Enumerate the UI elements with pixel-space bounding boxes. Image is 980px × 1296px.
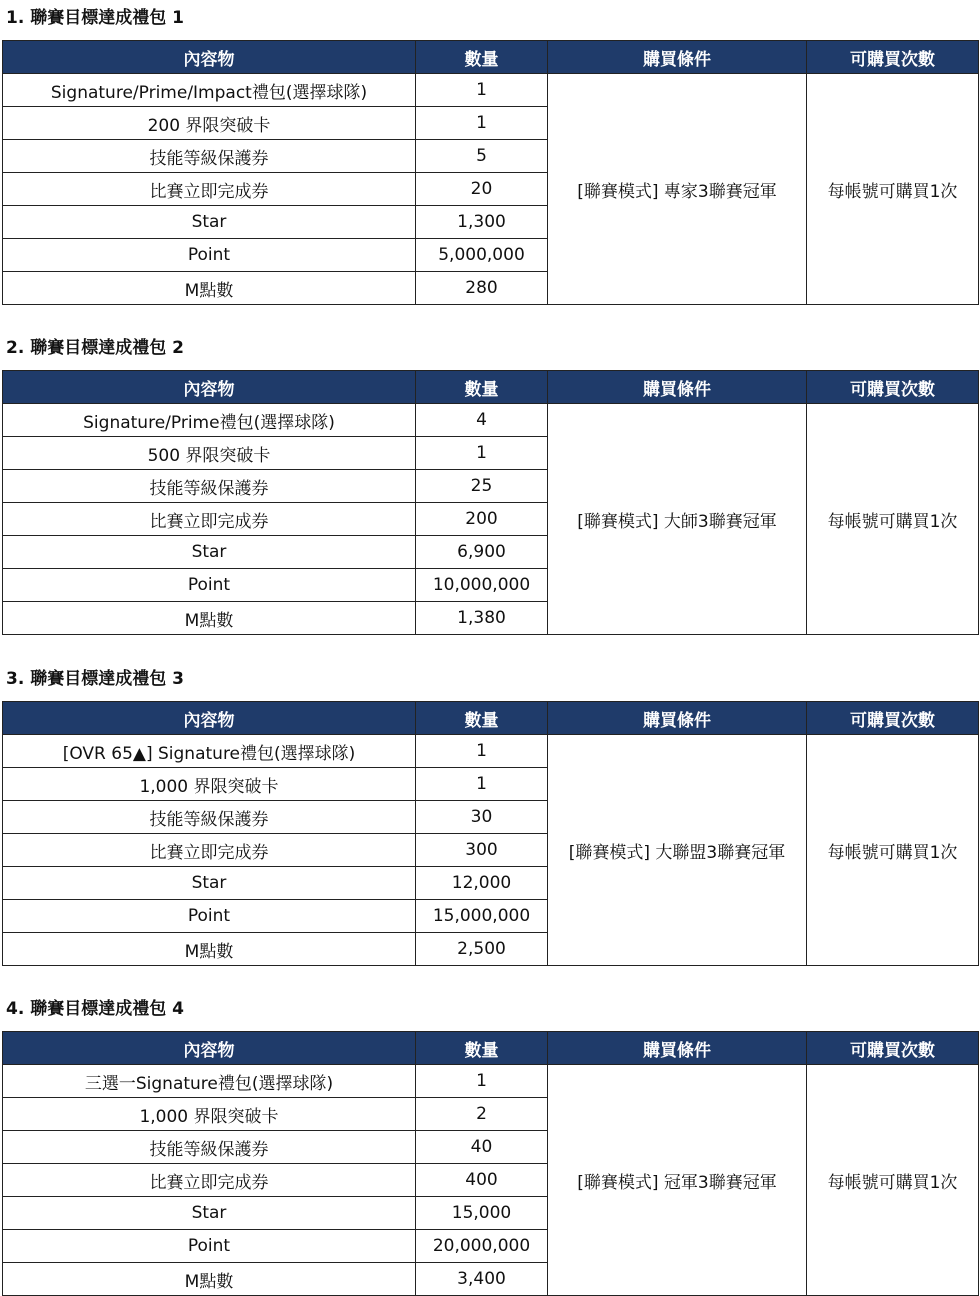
item-name: Point (3, 1230, 416, 1263)
item-name: Star (3, 536, 416, 569)
header-condition: 購買條件 (548, 41, 807, 74)
table-header-row (3, 702, 979, 735)
item-quantity: 1 (416, 735, 548, 768)
item-name: 比賽立即完成券 (3, 1164, 416, 1197)
header-limit: 可購買次數 (807, 702, 979, 735)
header-condition: 購買條件 (548, 1032, 807, 1065)
item-quantity: 5,000,000 (416, 239, 548, 272)
purchase-limit: 每帳號可購買1次 (807, 404, 979, 635)
purchase-limit: 每帳號可購買1次 (807, 74, 979, 305)
item-name: Signature/Prime禮包(選擇球隊) (3, 404, 416, 437)
item-name: 技能等級保護券 (3, 801, 416, 834)
header-quantity: 數量 (416, 702, 548, 735)
item-quantity: 200 (416, 503, 548, 536)
item-quantity: 12,000 (416, 867, 548, 900)
header-quantity: 數量 (416, 41, 548, 74)
item-quantity: 6,900 (416, 536, 548, 569)
item-name: 200 界限突破卡 (3, 107, 416, 140)
item-quantity: 1,300 (416, 206, 548, 239)
item-name: 技能等級保護券 (3, 470, 416, 503)
item-name: M點數 (3, 272, 416, 305)
item-quantity: 40 (416, 1131, 548, 1164)
table-header-row (3, 371, 979, 404)
table-header-row (3, 41, 979, 74)
header-condition: 購買條件 (548, 371, 807, 404)
item-quantity: 300 (416, 834, 548, 867)
item-quantity: 5 (416, 140, 548, 173)
header-contents: 內容物 (3, 702, 416, 735)
item-name: Point (3, 900, 416, 933)
item-name: 1,000 界限突破卡 (3, 1098, 416, 1131)
package-table (2, 1031, 979, 1296)
purchase-condition: [聯賽模式] 專家3聯賽冠軍 (548, 74, 807, 305)
purchase-condition: [聯賽模式] 大聯盟3聯賽冠軍 (548, 735, 807, 966)
table-row (3, 74, 979, 107)
item-name: M點數 (3, 1263, 416, 1296)
item-quantity: 15,000 (416, 1197, 548, 1230)
package-table (2, 40, 979, 305)
item-name: Signature/Prime/Impact禮包(選擇球隊) (3, 74, 416, 107)
item-name: 比賽立即完成券 (3, 503, 416, 536)
purchase-condition: [聯賽模式] 大師3聯賽冠軍 (548, 404, 807, 635)
item-name: Point (3, 239, 416, 272)
item-name: Star (3, 867, 416, 900)
header-contents: 內容物 (3, 41, 416, 74)
item-name: 三選一Signature禮包(選擇球隊) (3, 1065, 416, 1098)
purchase-limit: 每帳號可購買1次 (807, 1065, 979, 1296)
package-table (2, 701, 979, 966)
item-quantity: 1 (416, 437, 548, 470)
header-condition: 購買條件 (548, 702, 807, 735)
section-title: 2. 聯賽目標達成禮包 2 (6, 338, 184, 358)
section-title: 4. 聯賽目標達成禮包 4 (6, 999, 184, 1019)
item-name: 500 界限突破卡 (3, 437, 416, 470)
header-quantity: 數量 (416, 1032, 548, 1065)
item-name: Point (3, 569, 416, 602)
item-name: 技能等級保護券 (3, 1131, 416, 1164)
item-name: 比賽立即完成券 (3, 173, 416, 206)
item-quantity: 400 (416, 1164, 548, 1197)
item-quantity: 4 (416, 404, 548, 437)
header-limit: 可購買次數 (807, 1032, 979, 1065)
header-limit: 可購買次數 (807, 371, 979, 404)
item-name: 比賽立即完成券 (3, 834, 416, 867)
item-quantity: 2 (416, 1098, 548, 1131)
item-quantity: 1 (416, 74, 548, 107)
item-quantity: 1 (416, 1065, 548, 1098)
item-name: [OVR 65▲] Signature禮包(選擇球隊) (3, 735, 416, 768)
item-name: M點數 (3, 933, 416, 966)
header-quantity: 數量 (416, 371, 548, 404)
item-quantity: 2,500 (416, 933, 548, 966)
item-quantity: 10,000,000 (416, 569, 548, 602)
table-row (3, 735, 979, 768)
header-contents: 內容物 (3, 1032, 416, 1065)
item-quantity: 20 (416, 173, 548, 206)
item-name: Star (3, 206, 416, 239)
section-title: 3. 聯賽目標達成禮包 3 (6, 669, 184, 689)
purchase-condition: [聯賽模式] 冠軍3聯賽冠軍 (548, 1065, 807, 1296)
table-row (3, 404, 979, 437)
item-quantity: 1 (416, 107, 548, 140)
package-table (2, 370, 979, 635)
section-title: 1. 聯賽目標達成禮包 1 (6, 8, 184, 28)
table-row (3, 1065, 979, 1098)
purchase-limit: 每帳號可購買1次 (807, 735, 979, 966)
item-name: M點數 (3, 602, 416, 635)
item-name: Star (3, 1197, 416, 1230)
item-quantity: 280 (416, 272, 548, 305)
table-header-row (3, 1032, 979, 1065)
item-quantity: 20,000,000 (416, 1230, 548, 1263)
item-name: 1,000 界限突破卡 (3, 768, 416, 801)
item-quantity: 25 (416, 470, 548, 503)
header-contents: 內容物 (3, 371, 416, 404)
item-quantity: 15,000,000 (416, 900, 548, 933)
item-quantity: 1 (416, 768, 548, 801)
header-limit: 可購買次數 (807, 41, 979, 74)
item-quantity: 30 (416, 801, 548, 834)
item-name: 技能等級保護券 (3, 140, 416, 173)
item-quantity: 3,400 (416, 1263, 548, 1296)
item-quantity: 1,380 (416, 602, 548, 635)
